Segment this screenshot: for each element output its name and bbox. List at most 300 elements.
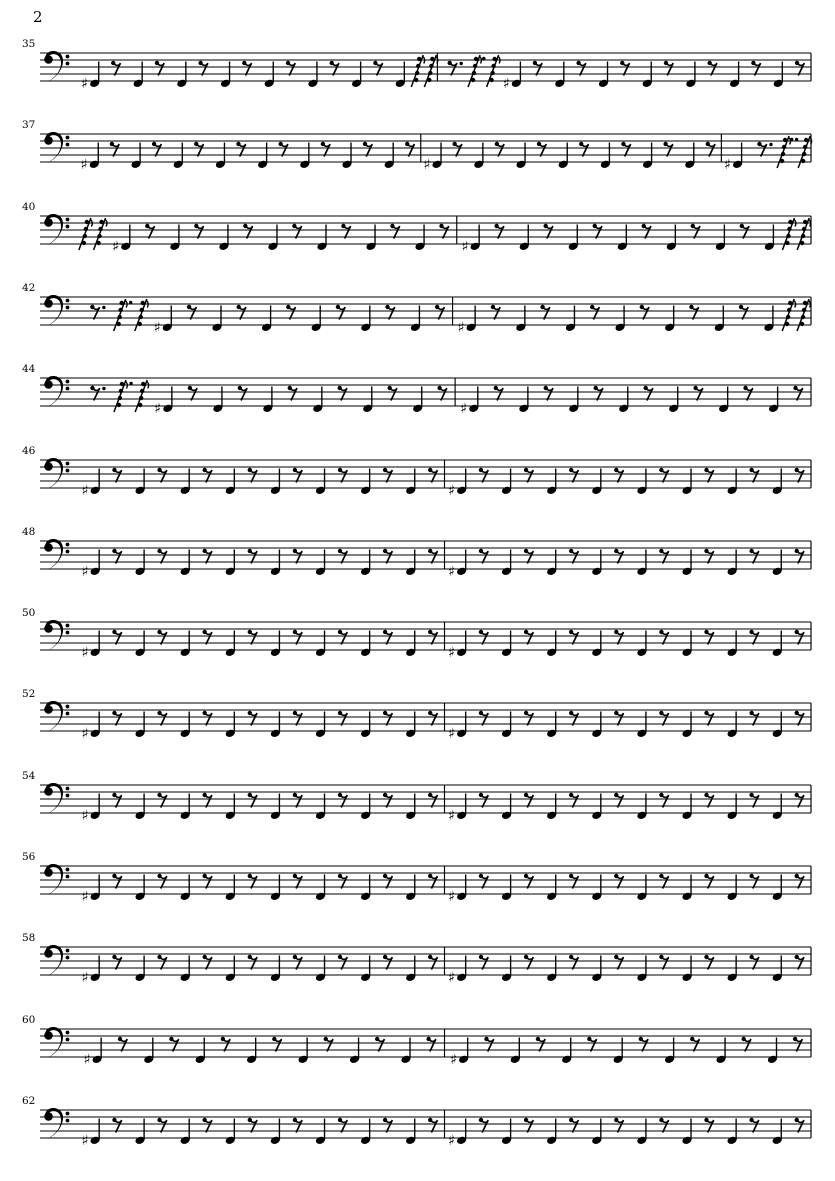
- eighth-rest: [594, 386, 603, 401]
- note: [365, 225, 376, 252]
- note-with-sharp: [154, 306, 173, 336]
- note: [262, 387, 273, 414]
- measure: [448, 460, 811, 499]
- clef-dot: [66, 469, 70, 473]
- note-stem: [98, 1119, 99, 1140]
- note: [180, 469, 191, 496]
- eighth-rest: [428, 549, 437, 564]
- measure: [448, 866, 811, 905]
- measure: [82, 541, 445, 580]
- cluster-notehead: [474, 57, 478, 61]
- note-stem: [600, 794, 601, 815]
- note: [772, 469, 783, 496]
- measure-number: 40: [22, 201, 36, 213]
- note: [315, 1119, 326, 1146]
- eighth-rest: [426, 1037, 435, 1052]
- eighth-rest: [293, 711, 302, 726]
- note-stem: [98, 875, 99, 896]
- note-stem: [414, 712, 415, 733]
- eighth-rest: [707, 61, 716, 76]
- note: [501, 875, 512, 902]
- eighth-rest: [795, 711, 804, 726]
- note-with-sharp: [154, 387, 173, 417]
- note-stem: [510, 794, 511, 815]
- note-with-sharp: [448, 1119, 467, 1149]
- note-stem: [143, 794, 144, 815]
- note: [134, 550, 145, 577]
- note-with-sharp: [460, 387, 479, 417]
- note-stem: [98, 794, 99, 815]
- dot: [482, 57, 485, 60]
- note-stem: [577, 225, 578, 246]
- note: [360, 469, 371, 496]
- note: [180, 631, 191, 658]
- eighth-rest: [659, 874, 668, 889]
- eighth-rest: [569, 955, 578, 970]
- augmentation-dot: [102, 306, 105, 309]
- note: [176, 62, 187, 89]
- cluster-notehead: [141, 382, 145, 386]
- note: [405, 875, 416, 902]
- note: [315, 712, 326, 739]
- eighth-rest: [110, 142, 119, 157]
- note: [180, 794, 191, 821]
- note: [405, 956, 416, 983]
- cluster-notehead: [473, 64, 477, 68]
- note: [315, 956, 326, 983]
- eighth-rest: [479, 793, 488, 808]
- note-stem: [465, 631, 466, 652]
- note: [360, 794, 371, 821]
- note: [225, 875, 236, 902]
- cluster-notehead: [98, 227, 102, 231]
- eighth-rest: [544, 386, 553, 401]
- clef-dot: [66, 631, 70, 635]
- note: [666, 225, 677, 252]
- measure-number: 58: [22, 932, 36, 944]
- clef-dot: [66, 787, 70, 791]
- eighth-rest: [621, 142, 630, 157]
- eighth-rest: [749, 468, 758, 483]
- sharp-accidental: ♯: [448, 807, 455, 824]
- measure: [462, 216, 811, 255]
- note: [360, 875, 371, 902]
- note: [546, 1119, 557, 1146]
- eighth-rest: [385, 305, 394, 320]
- note-stem: [735, 1119, 736, 1140]
- eighth-rest: [202, 468, 211, 483]
- note-with-sharp: [82, 1119, 101, 1149]
- measure: [423, 134, 721, 173]
- measure-number: 44: [22, 363, 36, 375]
- eighth-rest: [198, 61, 207, 76]
- note-stem: [467, 1038, 468, 1059]
- cluster-notehead: [802, 152, 806, 156]
- eighth-rest: [202, 711, 211, 726]
- note-stem: [185, 62, 186, 83]
- note-stem: [510, 1119, 511, 1140]
- note-stem: [465, 469, 466, 490]
- eighth-rest: [614, 1118, 623, 1133]
- eighth-rest: [157, 1118, 166, 1133]
- cluster-notehead: [138, 322, 142, 326]
- eighth-rest: [112, 955, 121, 970]
- eighth-rest: [579, 142, 588, 157]
- note-stem: [98, 550, 99, 571]
- eighth-rest: [491, 305, 500, 320]
- measure-number: 52: [22, 688, 36, 700]
- eighth-rest: [569, 1118, 578, 1133]
- note-stem: [279, 1119, 280, 1140]
- note-stem: [409, 1038, 410, 1059]
- note-with-sharp: [81, 143, 100, 173]
- note: [225, 794, 236, 821]
- note-stem: [645, 712, 646, 733]
- note: [134, 794, 145, 821]
- note: [180, 1119, 191, 1146]
- eighth-rest: [659, 1118, 668, 1133]
- staff-system: [22, 282, 811, 336]
- note: [134, 631, 145, 658]
- note: [772, 550, 783, 577]
- eighth-rest: [383, 874, 392, 889]
- note-stem: [645, 794, 646, 815]
- note-stem: [555, 794, 556, 815]
- note: [307, 62, 318, 89]
- clef-dot: [66, 875, 70, 879]
- augmentation-dots: [129, 382, 132, 385]
- note-stem: [694, 62, 695, 83]
- note-stem: [600, 956, 601, 977]
- note-stem: [369, 631, 370, 652]
- note-stem: [465, 794, 466, 815]
- note: [772, 794, 783, 821]
- note-stem: [600, 1119, 601, 1140]
- eighth-rest: [292, 224, 301, 239]
- eighth-rest: [188, 386, 197, 401]
- eighth-rest: [437, 386, 446, 401]
- note-stem: [781, 1119, 782, 1140]
- note-stem: [735, 631, 736, 652]
- sharp-accidental: ♯: [448, 888, 455, 905]
- cluster-notehead: [138, 403, 142, 407]
- measure-number: 50: [22, 607, 36, 619]
- cluster-notehead: [116, 322, 120, 326]
- note-stem: [465, 1119, 466, 1140]
- eighth-rest: [659, 549, 668, 564]
- cluster-notehead: [801, 315, 805, 319]
- note: [501, 956, 512, 983]
- note-with-sharp: [82, 875, 101, 905]
- note-stem: [510, 550, 511, 571]
- eighth-rest: [152, 142, 161, 157]
- note: [664, 1038, 675, 1065]
- note: [405, 469, 416, 496]
- note: [598, 62, 609, 89]
- note: [681, 631, 692, 658]
- note: [681, 794, 692, 821]
- eighth-rest: [293, 549, 302, 564]
- eighth-rest: [338, 955, 347, 970]
- measure: [90, 378, 455, 417]
- eighth-rest: [248, 468, 257, 483]
- eighth-rest: [187, 305, 196, 320]
- cluster-notehead: [490, 71, 494, 75]
- note: [618, 387, 629, 414]
- cluster-notehead: [782, 145, 786, 149]
- note: [718, 387, 729, 414]
- cluster-notehead: [804, 138, 808, 142]
- note-with-sharp: [448, 794, 467, 824]
- note-stem: [651, 143, 652, 164]
- eighth-rest: [795, 549, 804, 564]
- cluster-notehead: [97, 234, 101, 238]
- note-stem: [735, 550, 736, 571]
- sharp-accidental: ♯: [448, 969, 455, 986]
- note: [668, 387, 679, 414]
- note-stem: [189, 469, 190, 490]
- eighth-rest: [405, 142, 414, 157]
- sharp-accidental: ♯: [81, 969, 89, 986]
- note-stem: [316, 62, 317, 83]
- note: [501, 631, 512, 658]
- sharp-accidental: ♯: [81, 563, 89, 580]
- note-stem: [98, 469, 99, 490]
- note-stem: [129, 225, 130, 246]
- note: [311, 306, 322, 333]
- eighth-rest: [338, 711, 347, 726]
- cluster-notehead: [783, 138, 787, 142]
- note-stem: [273, 62, 274, 83]
- note-stem: [781, 712, 782, 733]
- note-stem: [143, 712, 144, 733]
- note-stem: [519, 1038, 520, 1059]
- note: [773, 62, 784, 89]
- measure: [82, 703, 445, 742]
- measure: [448, 541, 811, 580]
- eighth-rest: [293, 630, 302, 645]
- eighth-rest: [248, 955, 257, 970]
- note: [591, 550, 602, 577]
- note: [270, 712, 281, 739]
- clef-dot: [66, 136, 70, 140]
- eighth-rest: [704, 955, 713, 970]
- eighth-rest: [248, 711, 257, 726]
- note-stem: [171, 306, 172, 327]
- eighth-rest: [614, 630, 623, 645]
- note: [591, 1119, 602, 1146]
- cluster-notehead: [471, 78, 475, 82]
- cluster-notehead: [800, 322, 804, 326]
- note: [180, 956, 191, 983]
- measure: [79, 216, 457, 255]
- measure: [82, 866, 445, 905]
- note-stem: [528, 225, 529, 246]
- note-with-sharp: [724, 143, 743, 173]
- note: [772, 631, 783, 658]
- measure: [447, 53, 811, 92]
- note: [134, 469, 145, 496]
- note-stem: [369, 875, 370, 896]
- eighth-rest: [157, 711, 166, 726]
- eighth-rest: [642, 224, 651, 239]
- clef-dot: [66, 794, 70, 798]
- sharp-accidental: ♯: [502, 75, 510, 92]
- cluster-notehead: [801, 159, 805, 163]
- note: [546, 631, 557, 658]
- note-stem: [735, 794, 736, 815]
- note: [684, 143, 695, 170]
- note-stem: [555, 631, 556, 652]
- eighth-rest: [524, 549, 533, 564]
- eighth-rest: [194, 224, 203, 239]
- note-stem: [727, 387, 728, 408]
- note-stem: [189, 550, 190, 571]
- note-stem: [421, 387, 422, 408]
- eighth-rest: [659, 793, 668, 808]
- note-with-sharp: [82, 956, 101, 986]
- eighth-rest: [293, 955, 302, 970]
- note-stem: [527, 387, 528, 408]
- note: [546, 956, 557, 983]
- note-stem: [627, 387, 628, 408]
- note-stem: [276, 225, 277, 246]
- note-stem: [478, 225, 479, 246]
- note: [681, 1119, 692, 1146]
- cluster-notehead: [85, 220, 89, 224]
- note-stem: [773, 225, 774, 246]
- note-stem: [369, 550, 370, 571]
- clef-dot: [66, 543, 70, 547]
- note: [636, 794, 647, 821]
- note-with-sharp: [448, 469, 467, 499]
- eighth-rest: [383, 955, 392, 970]
- sharp-accidental: ♯: [448, 563, 455, 580]
- eighth-rest: [237, 305, 246, 320]
- note-stem: [577, 387, 578, 408]
- note: [681, 875, 692, 902]
- eighth-rest: [479, 955, 488, 970]
- note: [636, 956, 647, 983]
- eighth-rest: [689, 305, 698, 320]
- cluster-notehead: [83, 234, 87, 238]
- eighth-rest: [659, 955, 668, 970]
- eighth-rest: [248, 630, 257, 645]
- note-stem: [738, 62, 739, 83]
- note: [351, 62, 362, 89]
- clef-dot: [66, 380, 70, 384]
- eighth-rest: [383, 793, 392, 808]
- eighth-rest: [569, 793, 578, 808]
- eighth-rest: [749, 874, 758, 889]
- eighth-rest: [324, 1037, 333, 1052]
- note-stem: [98, 712, 99, 733]
- cluster-notehead: [117, 403, 121, 407]
- eighth-rest: [293, 874, 302, 889]
- sharp-accidental: ♯: [81, 482, 89, 499]
- eighth-rest: [338, 468, 347, 483]
- note-stem: [600, 631, 601, 652]
- note-stem: [690, 550, 691, 571]
- note-stem: [189, 956, 190, 977]
- note-stem: [141, 62, 142, 83]
- note: [143, 1038, 154, 1065]
- cluster-notehead: [96, 241, 100, 245]
- note-stem: [781, 956, 782, 977]
- eighth-rest: [202, 630, 211, 645]
- eighth-rest: [383, 711, 392, 726]
- note: [299, 143, 310, 170]
- staff-system: [22, 526, 811, 580]
- cluster-notehead: [118, 308, 122, 312]
- note-with-sharp: [448, 631, 467, 661]
- note-stem: [234, 794, 235, 815]
- note-stem: [510, 956, 511, 977]
- eighth-rest: [112, 874, 121, 889]
- note: [270, 956, 281, 983]
- note: [360, 956, 371, 983]
- note: [180, 875, 191, 902]
- note-stem: [693, 143, 694, 164]
- eighth-rest: [639, 1037, 648, 1052]
- eighth-rest: [749, 711, 758, 726]
- note: [362, 387, 373, 414]
- sharp-accidental: ♯: [457, 319, 465, 336]
- eighth-rest: [428, 468, 437, 483]
- note-stem: [609, 143, 610, 164]
- note-stem: [477, 387, 478, 408]
- cluster-notehead: [82, 241, 86, 245]
- note: [642, 143, 653, 170]
- note: [664, 306, 675, 333]
- note-with-sharp: [82, 794, 101, 824]
- eighth-rest: [286, 61, 295, 76]
- eighth-rest: [494, 224, 503, 239]
- note-stem: [724, 1038, 725, 1059]
- clef-dot: [66, 550, 70, 554]
- note: [726, 550, 737, 577]
- eighth-rest: [659, 468, 668, 483]
- note: [515, 306, 526, 333]
- eighth-rest: [569, 468, 578, 483]
- measure-number: 35: [22, 38, 36, 50]
- note: [315, 794, 326, 821]
- clef-dot: [66, 55, 70, 59]
- note-stem: [741, 143, 742, 164]
- note-stem: [189, 794, 190, 815]
- clef-dot: [66, 868, 70, 872]
- measure: [448, 703, 811, 742]
- sharp-accidental: ♯: [450, 1051, 457, 1068]
- note-stem: [735, 956, 736, 977]
- eighth-rest: [248, 793, 257, 808]
- eighth-rest: [706, 142, 715, 157]
- cluster-notehead: [141, 301, 145, 305]
- note-stem: [465, 712, 466, 733]
- note-stem: [143, 469, 144, 490]
- note: [726, 1119, 737, 1146]
- note-stem: [371, 387, 372, 408]
- cluster-notehead: [120, 382, 124, 386]
- note: [349, 1038, 360, 1065]
- measure: [448, 622, 811, 661]
- note-stem: [673, 1038, 674, 1059]
- note-with-sharp: [448, 550, 467, 580]
- note-stem: [690, 875, 691, 896]
- note: [726, 794, 737, 821]
- measure-number: 42: [22, 282, 36, 294]
- note-stem: [524, 143, 525, 164]
